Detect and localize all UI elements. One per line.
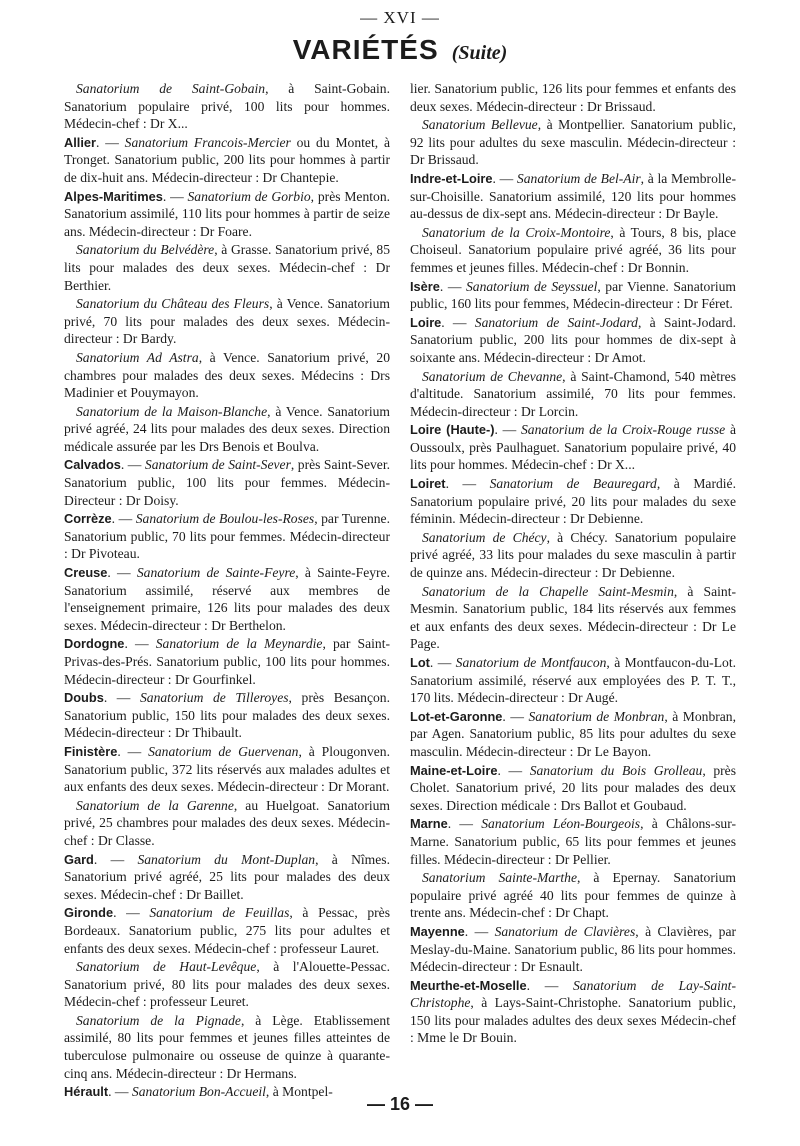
entry-text: , à Saint-Jodard. Sanatorium public, 200 lits pour hommes de dix-sept à soixante ans. Médecin-directeur : Dr Amot.: [410, 314, 736, 365]
sanatorium-entry: [64, 1012, 390, 1082]
sanatorium-entry: Lot. — Sanatorium de Montfaucon, à Montfaucon-du-Lot. Sanatorium assimilé, réservé aux employées des P. T. T., 170 lits. Médecin-directeur : Dr Augé.: [410, 655, 736, 706]
sanatorium-name: Sanatorium de Haut-Levêque: [76, 959, 257, 975]
page-number: — 16 —: [366, 1094, 434, 1114]
sanatorium-entry: Hérault. — Sanatorium Bon-Accueil, à Montpel-: [64, 1084, 333, 1100]
department-name: Maine-et-Loire: [410, 762, 498, 778]
sanatorium-name: Sanatorium de la Croix-Montoire: [422, 224, 611, 240]
sanatorium-name: Sanatorium de Feuillas: [149, 905, 290, 921]
sanatorium-entry: Indre-et-Loire. — Sanatorium de Bel-Air, à la Membrolle-sur-Choisille. Sanatorium assimilé, 120 lits pour hommes au-dessus de dix-sept ans. Médecin-directeur : Dr Bayle.: [410, 170, 736, 222]
entry-text: , près Menton. Sanatorium assimilé, 110 lits pour hommes à partir de seize ans. Médecin-directeur : Dr Foare.: [64, 188, 391, 239]
sanatorium-name: Sanatorium du Bois Grolleau: [529, 762, 703, 778]
sanatorium-name: Sanatorium de la Pignade: [76, 1012, 241, 1028]
entry-text: , par Turenne. Sanatorium public, 70 lits pour femmes. Médecin-directeur : Dr Pivoteau.: [64, 511, 390, 562]
sanatorium-entry: Loire (Haute-). — Sanatorium de la Croix-Rouge russe à Oussoulx, près Paulhaguet. Sanatorium populaire privé, 40 lits pour hommes. Médecin-chef : Dr X...: [410, 422, 736, 473]
entry-text: , près Besançon. Sanatorium public, 150 lits pour malades des deux sexes. Médecin-directeur : Dr Thibault.: [64, 690, 391, 741]
entry-text: , au Huelgoat. Sanatorium privé, 25 chambres pour malades des deux sexes. Médecin-chef : Dr Classe.: [64, 797, 390, 848]
department-name: Mayenne: [410, 923, 465, 939]
department-name: Loiret: [410, 476, 446, 492]
department-name: Loire: [410, 314, 442, 330]
department-name: Alpes-Maritimes: [64, 188, 163, 204]
sanatorium-entry: Meurthe-et-Moselle. — Sanatorium de Lay-Saint-Christophe, à Lays-Saint-Christophe. Sanatorium public, 150 lits pour malades adultes des deux sexes Médecin-chef : Mme le Dr Bouin.: [410, 977, 736, 1046]
sanatorium-name: Sanatorium de la Croix-Rouge russe: [521, 422, 726, 438]
entry-text: , à Saint-Mesmin. Sanatorium public, 184 lits réservés aux femmes et aux enfants des deux sexes. Médecin-directeur : Dr Le Page.: [410, 583, 736, 652]
sanatorium-name: Sanatorium de Guervenan: [148, 743, 299, 759]
entry-text: , à Monbran, par Agen. Sanatorium public, 85 lits pour adultes du sexe masculin. Médecin-directeur : Dr Le Bayon.: [410, 708, 737, 759]
sanatorium-name: Sanatorium de Montfaucon: [455, 655, 607, 670]
department-name: Loire (Haute-): [410, 422, 495, 438]
sanatorium-name: Sanatorium Bon-Accueil: [131, 1084, 266, 1100]
entry-text: , à Saint-Gobain. Sanatorium populaire privé, 100 lits pour hommes. Médecin-chef : Dr X...: [64, 81, 390, 132]
sanatorium-name: Sanatorium Sainte-Marthe: [422, 870, 577, 886]
sanatorium-name: Sanatorium du Mont-Duplan: [137, 851, 316, 867]
sanatorium-name: Sanatorium Ad Astra: [76, 349, 199, 365]
sanatorium-entry: Loiret. — Sanatorium de Beauregard, à Mardié. Sanatorium populaire privé, 20 lits pour malades du sexe féminin. Médecin-directeur : Dr Debienne.: [410, 476, 736, 527]
sanatorium-name: Sanatorium de Chécy: [422, 529, 547, 545]
sanatorium-entry: [64, 80, 390, 133]
entry-text: , par Saint-Privas-des-Prés. Sanatorium public, 100 lits pour hommes. Médecin-directeur : Dr Gourfinkel.: [64, 636, 390, 687]
department-name: Dordogne: [64, 636, 125, 652]
entry-text: lier. Sanatorium public, 126 lits pour femmes et enfants des deux sexes. Médecin-directeur : Dr Brissaud.: [410, 81, 736, 114]
sanatorium-entry: Calvados. — Sanatorium de Saint-Sever, près Saint-Sever. Sanatorium public, 100 lits pour femmes. Médecin-Directeur : Dr Doisy.: [64, 457, 391, 508]
entry-text: , à Lège. Etablissement assimilé, 80 lits pour femmes et jeunes filles atteintes de tuberculose pulmonaire ou osseuse de quinze à quarante-cinq ans. Médecin-directeur : Dr Hermans.: [64, 1012, 391, 1081]
sanatorium-name: Sanatorium de Beauregard: [489, 476, 657, 492]
department-name: Corrèze: [64, 511, 112, 527]
entry-text: , à Grasse. Sanatorium privé, 85 lits pour malades des deux sexes. Médecin-chef : Dr Berthier.: [64, 242, 390, 293]
sanatorium-entry: Mayenne. — Sanatorium de Clavières, à Clavières, par Meslay-du-Maine. Sanatorium public, 86 lits pour hommes. Médecin-directeur : Dr Esnault.: [410, 923, 737, 975]
sanatorium-entry: [410, 116, 736, 169]
title-main: VARIÉTÉS: [292, 34, 439, 65]
sanatorium-entry: Marne. — Sanatorium Léon-Bourgeois, à Châlons-sur-Marne. Sanatorium public, 65 lits pour femmes et jeunes filles. Médecin-directeur : Dr Pellier.: [410, 816, 736, 867]
sanatorium-entry: Gard. — Sanatorium du Mont-Duplan, à Nîmes. Sanatorium privé agréé, 25 lits pour malades des deux sexes. Médecin-chef : Dr Baillet.: [64, 851, 390, 902]
sanatorium-name: Sanatorium de Monbran: [528, 708, 665, 724]
sanatorium-name: Sanatorium Francois-Mercier: [124, 134, 291, 150]
sanatorium-name: Sanatorium de la Meynardie: [155, 636, 323, 652]
entry-text: , près Saint-Sever. Sanatorium public, 100 lits pour femmes. Médecin-Directeur : Dr Doisy.: [64, 457, 391, 508]
department-name: Gard: [64, 851, 94, 867]
sanatorium-name: Sanatorium de Chevanne: [422, 368, 563, 384]
running-head: — XVI —: [360, 8, 440, 27]
sanatorium-name: Sanatorium de la Maison-Blanche: [76, 403, 268, 419]
entry-text: , à Tours, 8 bis, place Choiseul. Sanatorium populaire privé agréé, 36 lits pour femmes et jeunes filles. Médecin-chef : Dr Bonnin.: [410, 224, 736, 275]
sanatorium-entry: [64, 958, 390, 1011]
sanatorium-entry: Corrèze. — Sanatorium de Boulou-les-Roses, par Turenne. Sanatorium public, 70 lits pour femmes. Médecin-directeur : Dr Pivoteau.: [64, 511, 390, 562]
sanatorium-entry: [410, 224, 736, 277]
sanatorium-entry: [410, 368, 736, 421]
sanatorium-entry: Gironde. — Sanatorium de Feuillas, à Pessac, près Bordeaux. Sanatorium public, 275 lits pour adultes et enfants des deux sexes. Médecin-chef : professeur Lauret.: [64, 905, 390, 956]
entry-text: , à Plougonven. Sanatorium public, 372 lits réservés aux malades adultes et aux enfants des deux sexes. Médecin-directeur : Dr Morant.: [64, 743, 390, 795]
sanatorium-name: Sanatorium de Tilleroyes: [139, 690, 289, 706]
sanatorium-name: Sanatorium de Clavières: [494, 923, 636, 939]
sanatorium-entry: Dordogne. — Sanatorium de la Meynardie, par Saint-Privas-des-Prés. Sanatorium public, 100 lits pour hommes. Médecin-directeur : Dr Gourfinkel.: [64, 636, 390, 687]
entry-text: , à Nîmes. Sanatorium privé agréé, 25 lits pour malades des deux sexes. Médecin-chef : Dr Baillet.: [64, 851, 390, 902]
sanatorium-entry: [410, 583, 736, 653]
sanatorium-entry: Doubs. — Sanatorium de Tilleroyes, près Besançon. Sanatorium public, 150 lits pour malades des deux sexes. Médecin-directeur : Dr Thibault.: [64, 690, 391, 741]
department-name: Lot-et-Garonne: [410, 708, 503, 724]
entry-text: , à Epernay. Sanatorium populaire privé agréé 40 lits pour femmes de quinze à trente ans. Médecin-chef : Dr Chapt.: [410, 870, 736, 921]
entry-text: , à Vence. Sanatorium privé agréé, 24 lits pour malades des deux sexes. Direction médicale assurée par les Drs Benois et Boulva.: [64, 403, 390, 454]
department-name: Calvados: [64, 457, 121, 473]
sanatorium-name: Sanatorium Bellevue: [422, 117, 538, 133]
department-name: Meurthe-et-Moselle: [410, 977, 527, 993]
sanatorium-name: Sanatorium de Seyssuel: [465, 278, 598, 294]
sanatorium-name: Sanatorium Léon-Bourgeois: [481, 816, 641, 832]
sanatorium-entry: Creuse. — Sanatorium de Sainte-Feyre, à Sainte-Feyre. Sanatorium assimilé, réservé aux membres de l'enseignement primaire, 126 lits pour malades des deux sexes. Médecin-directeur : Dr Berthelon.: [64, 565, 390, 633]
entry-text: , à Châlons-sur-Marne. Sanatorium public, 65 lits pour femmes et jeunes filles. Médecin-directeur : Dr Pellier.: [410, 816, 736, 867]
sanatorium-entry: [64, 403, 390, 456]
entry-text: , à l'Alouette-Pessac. Sanatorium privé, 80 lits pour malades des deux sexes. Médecin-chef : professeur Leuret.: [64, 959, 390, 1010]
department-name: Isère: [410, 278, 440, 294]
sanatorium-entry: Loire. — Sanatorium de Saint-Jodard, à Saint-Jodard. Sanatorium public, 200 lits pour hommes de dix-sept à soixante ans. Médecin-directeur : Dr Amot.: [410, 314, 736, 365]
sanatorium-entry: Isère. — Sanatorium de Seyssuel, par Vienne. Sanatorium public, 160 lits pour femmes, Médecin-directeur : Dr Féret.: [410, 278, 737, 312]
sanatorium-name: Sanatorium de Saint-Sever: [144, 457, 291, 473]
sanatorium-entry: [64, 241, 390, 294]
entry-text: , à Pessac, près Bordeaux. Sanatorium public, 275 lits pour adultes et enfants des deux sexes. Médecin-chef : professeur Lauret.: [64, 905, 390, 956]
sanatorium-name: Sanatorium de Gorbio: [187, 188, 311, 204]
entry-text: , à la Membrolle-sur-Choisille. Sanatorium assimilé, 120 lits pour hommes au-dessus de dix-sept ans. Médecin-directeur : Dr Bayle.: [410, 170, 736, 222]
sanatorium-entry: [410, 869, 736, 922]
department-name: Lot: [410, 655, 430, 670]
entry-text: , à Lays-Saint-Christophe. Sanatorium public, 150 lits pour malades adultes des deux sexes Médecin-chef : Mme le Dr Bouin.: [410, 995, 736, 1046]
department-name: Gironde: [64, 905, 114, 921]
sanatorium-name: Sanatorium du Château des Fleurs: [76, 296, 270, 312]
entry-text: , près Cholet. Sanatorium privé, 20 lits pour malades des deux sexes. Direction médicale : Drs Ballot et Goubaud.: [410, 762, 737, 813]
title-suite: (Suite): [451, 42, 508, 64]
department-name: Hérault: [64, 1084, 109, 1100]
sanatorium-entry: [64, 797, 390, 850]
sanatorium-entry: Finistère. — Sanatorium de Guervenan, à Plougonven. Sanatorium public, 372 lits réservés aux malades adultes et aux enfants des deux sexes. Médecin-directeur : Dr Morant.: [64, 743, 390, 795]
sanatorium-name: Sanatorium de Saint-Gobain: [76, 81, 266, 96]
entry-text: , à Montfaucon-du-Lot. Sanatorium assimilé, réservé aux employées des P. T. T., 170 lits. Médecin-directeur : Dr Augé.: [410, 655, 736, 706]
entry-text: , par Vienne. Sanatorium public, 160 lits pour femmes, Médecin-directeur : Dr Féret.: [410, 278, 737, 312]
entry-text: , à Montpellier. Sanatorium public, 92 lits pour adultes du sexe masculin. Médecin-directeur : Dr Brissaud.: [410, 117, 736, 168]
department-name: Finistère: [64, 743, 118, 759]
department-name: Indre-et-Loire: [410, 170, 493, 186]
entry-text: , à Saint-Chamond, 540 mètres d'altitude. Sanatorium assimilé, 70 lits pour femmes. Médecin-directeur : Dr Lorcin.: [410, 368, 736, 419]
entry-text: , à Montpel-: [265, 1084, 333, 1100]
sanatorium-entry: Allier. — Sanatorium Francois-Mercier ou du Montet, à Tronget. Sanatorium public, 200 lits pour hommes à partir de dix-huit ans. Médecin-directeur : Dr Chantepie.: [64, 134, 390, 185]
sanatorium-entry: Alpes-Maritimes. — Sanatorium de Gorbio, près Menton. Sanatorium assimilé, 110 lits pour hommes à partir de seize ans. Médecin-directeur : Dr Foare.: [64, 188, 391, 239]
sanatorium-name: Sanatorium de Saint-Jodard: [474, 314, 638, 330]
sanatorium-entry: [64, 349, 390, 402]
left-column: [64, 80, 390, 1102]
sanatorium-entry: Maine-et-Loire. — Sanatorium du Bois Grolleau, près Cholet. Sanatorium privé, 20 lits pour malades des deux sexes. Direction médicale : Drs Ballot et Goubaud.: [410, 762, 737, 813]
entry-text: , à Clavières, par Meslay-du-Maine. Sanatorium public, 86 lits pour hommes. Médecin-directeur : Dr Esnault.: [410, 923, 737, 975]
sanatorium-entry: Lot-et-Garonne. — Sanatorium de Monbran, à Monbran, par Agen. Sanatorium public, 85 lits pour adultes du sexe masculin. Médecin-directeur : Dr Le Bayon.: [410, 708, 737, 759]
page-title: [0, 34, 800, 66]
sanatorium-name: Sanatorium de Sainte-Feyre: [136, 565, 296, 581]
sanatorium-name: Sanatorium de Boulou-les-Roses: [135, 511, 315, 527]
sanatorium-name: Sanatorium de la Garenne: [76, 797, 234, 813]
entry-text: , à Chécy. Sanatorium populaire privé agréé, 33 lits pour malades du sexe masculin à partir de quinze ans. Médecin-directeur : Dr Debienne.: [410, 529, 736, 581]
sanatorium-entry: [64, 295, 390, 348]
sanatorium-entry: [410, 80, 736, 115]
entry-text: , à Sainte-Feyre. Sanatorium assimilé, réservé aux membres de l'enseignement primaire, 126 lits pour malades des deux sexes. Médecin-directeur : Dr Berthelon.: [64, 565, 390, 633]
right-column: [410, 80, 736, 1048]
sanatorium-name: Sanatorium de Lay-Saint-Christophe: [410, 977, 736, 1011]
department-name: Doubs: [64, 690, 104, 706]
entry-text: , à Mardié. Sanatorium populaire privé, 20 lits pour malades du sexe féminin. Médecin-directeur : Dr Debienne.: [410, 476, 736, 527]
sanatorium-entry: [410, 529, 736, 582]
sanatorium-name: Sanatorium du Belvédère: [76, 242, 215, 258]
entry-text: , à Vence. Sanatorium privé, 20 chambres pour malades des deux sexes. Médecins : Drs Madinier et Pouymayon.: [64, 349, 390, 401]
sanatorium-name: Sanatorium de la Chapelle Saint-Mesmin: [422, 583, 674, 599]
department-name: Marne: [410, 816, 448, 832]
entry-text: à Oussoulx, près Paulhaguet. Sanatorium populaire privé, 40 lits pour hommes. Médecin-chef : Dr X...: [410, 422, 736, 473]
sanatorium-name: Sanatorium de Bel-Air: [516, 170, 641, 186]
entry-text: ou du Montet, à Tronget. Sanatorium public, 200 lits pour hommes à partir de dix-huit ans. Médecin-directeur : Dr Chantepie.: [64, 134, 390, 185]
department-name: Allier: [64, 134, 97, 150]
department-name: Creuse: [64, 565, 108, 581]
entry-text: , à Vence. Sanatorium privé, 70 lits pour malades des deux sexes. Médecin-directeur : Dr Bardy.: [64, 296, 390, 347]
